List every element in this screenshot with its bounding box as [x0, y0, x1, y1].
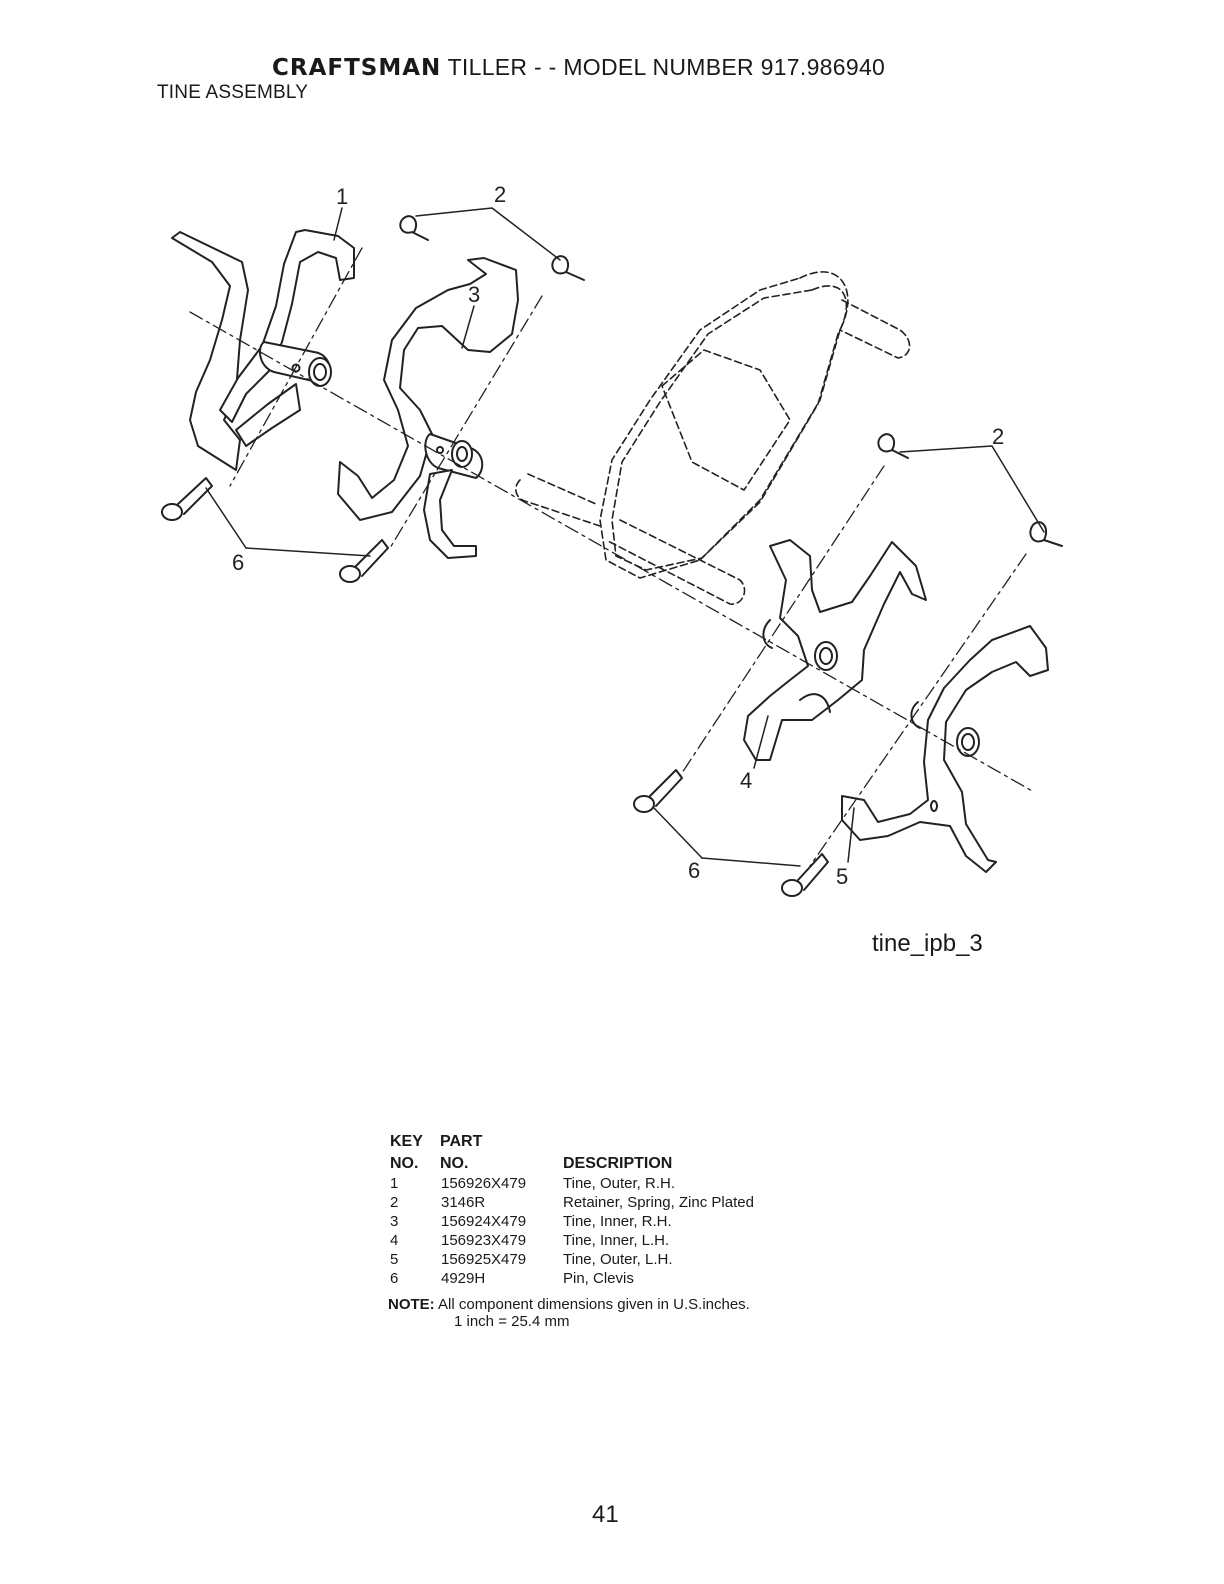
table-row	[388, 1251, 908, 1270]
row-part-number: 3146R	[441, 1194, 486, 1211]
row-key: 6	[390, 1270, 399, 1287]
row-key: 4	[390, 1232, 399, 1249]
figure-id: tine_ipb_3	[872, 930, 983, 957]
row-description: Tine, Inner, L.H.	[563, 1232, 670, 1249]
callout-5: 5	[836, 864, 849, 889]
table-row	[388, 1175, 908, 1194]
table-row	[388, 1213, 908, 1232]
row-part-number: 156923X479	[441, 1232, 527, 1249]
row-description: Pin, Clevis	[563, 1270, 634, 1287]
header-description: DESCRIPTION	[563, 1155, 673, 1172]
tine-inner-lh-part	[744, 540, 926, 760]
row-part-number: 156924X479	[441, 1213, 527, 1230]
callout-6-left: 6	[232, 550, 245, 575]
section-title: TINE ASSEMBLY	[157, 82, 309, 103]
dimension-note	[388, 1296, 908, 1330]
tine-outer-lh-part	[842, 626, 1048, 872]
table-row	[388, 1194, 908, 1213]
row-key: 1	[390, 1175, 399, 1192]
parts-list	[388, 1133, 908, 1330]
callout-6-right: 6	[688, 858, 701, 883]
header-part-bottom: NO.	[440, 1155, 469, 1172]
note-conversion: 1 inch = 25.4 mm	[454, 1313, 570, 1330]
row-key: 3	[390, 1213, 399, 1230]
callout-labels	[232, 182, 1004, 889]
page-number: 41	[592, 1501, 619, 1528]
clevis-pin-part	[162, 478, 828, 896]
callout-1: 1	[336, 184, 349, 209]
row-description: Tine, Outer, L.H.	[563, 1251, 673, 1268]
leader-lines	[206, 208, 1044, 866]
row-part-number: 156925X479	[441, 1251, 527, 1268]
model-title: TILLER - - MODEL NUMBER 917.986940	[441, 54, 886, 80]
header-key-top: KEY	[390, 1133, 423, 1150]
tine-inner-rh-part	[338, 258, 518, 558]
row-key: 5	[390, 1251, 399, 1268]
parts-list-header	[388, 1133, 908, 1175]
table-row	[388, 1270, 908, 1289]
row-part-number: 4929H	[441, 1270, 486, 1287]
row-key: 2	[390, 1194, 399, 1211]
callout-2-right: 2	[992, 424, 1005, 449]
callout-2: 2	[494, 182, 507, 207]
callout-4: 4	[740, 768, 753, 793]
row-description: Retainer, Spring, Zinc Plated	[563, 1194, 754, 1211]
row-description: Tine, Inner, R.H.	[563, 1213, 672, 1230]
tiller-hub-phantom	[516, 272, 910, 604]
note-label: NOTE:	[388, 1296, 435, 1313]
table-row	[388, 1232, 908, 1251]
brand-name: CRAFTSMAN	[272, 55, 442, 81]
note-text: All component dimensions given in U.S.inches.	[434, 1296, 750, 1313]
header-part-top: PART	[440, 1133, 483, 1150]
row-part-number: 156926X479	[441, 1175, 527, 1192]
callout-3: 3	[468, 282, 481, 307]
tine-outer-rh-part	[172, 230, 354, 470]
header-key-bottom: NO.	[390, 1155, 419, 1172]
row-description: Tine, Outer, R.H.	[563, 1175, 675, 1192]
